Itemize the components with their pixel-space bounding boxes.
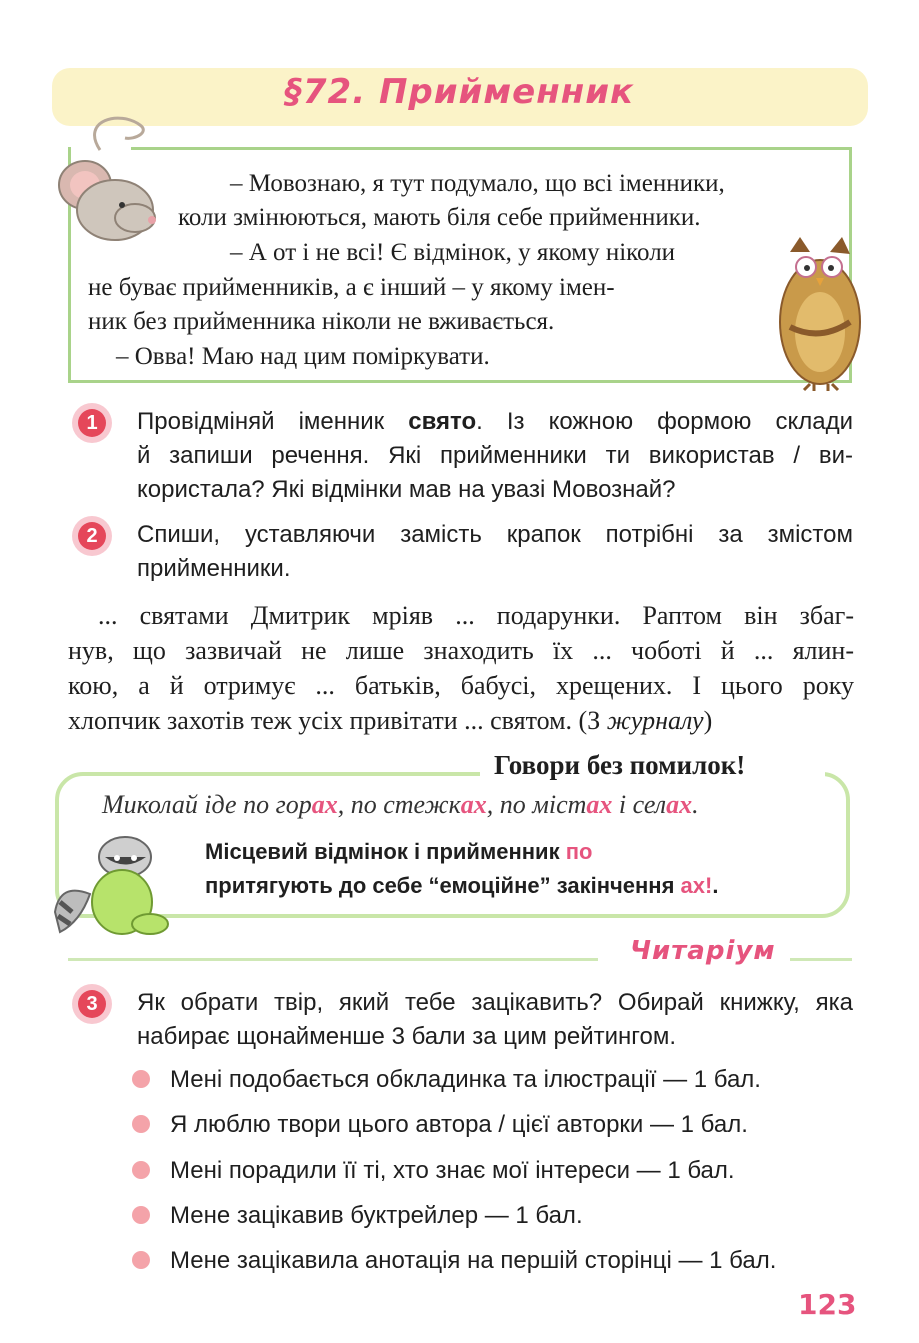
- list-item: Мене зацікавив буктрейлер — 1 бал.: [132, 1202, 583, 1230]
- page-number: 123: [798, 1288, 857, 1321]
- task1-line-1: Провідміняй іменник свято. Із кожною формою склади: [137, 408, 854, 435]
- section-divider: [790, 958, 852, 961]
- dialog-line-6: – Овва! Маю над цим поміркувати.: [116, 343, 490, 370]
- bullet-icon: [132, 1115, 150, 1133]
- task3-line-2: набирає щонайменше 3 бали за цим рейтингом.: [137, 1023, 677, 1050]
- exercise-line-3: кою, а й отримує ... батьків, бабусі, хрещених. І цього року: [68, 671, 854, 700]
- bullet-icon: [132, 1070, 150, 1088]
- task-number-badge: 1: [72, 403, 112, 443]
- dialog-line-1: – Мовознаю, я тут подумало, що всі іменники,: [230, 170, 725, 197]
- exercise-line-2: нув, що зазвичай не лише знаходить їх ... чоботі й ... ялин-: [68, 636, 854, 665]
- task2-line-2: прийменники.: [137, 555, 291, 582]
- bullet-icon: [132, 1206, 150, 1224]
- dialog-line-2: коли змінюються, мають біля себе прийменники.: [178, 204, 701, 231]
- task1-line-2: й запиши речення. Які прийменники ти використав / ви-: [137, 442, 853, 469]
- section-divider: [68, 958, 598, 961]
- raccoon-illustration: [50, 832, 170, 944]
- list-item: Я люблю твори цього автора / цієї авторки — 1 бал.: [132, 1111, 748, 1139]
- dialog-line-3: – А от і не всі! Є відмінок, у якому ніколи: [230, 239, 676, 266]
- rule-note: Місцевий відмінок і прийменник по притягують до себе “емоційне” закінчення ах!.: [205, 839, 719, 898]
- task3-line-1: Як обрати твір, який тебе зацікавить? Обирай книжку, яка: [137, 989, 853, 1016]
- list-item: Мені подобається обкладинка та ілюстрації — 1 бал.: [132, 1066, 761, 1094]
- bullet-icon: [132, 1161, 150, 1179]
- mouse-illustration: [40, 110, 170, 250]
- task1-line-3: користала? Які відмінки мав на увазі Мовознай?: [137, 476, 676, 503]
- list-item: Мене зацікавила анотація на першій сторінці — 1 бал.: [132, 1247, 776, 1275]
- page-title: §72. Прийменник: [284, 72, 635, 112]
- dialog-line-5: ник без прийменника ніколи не вживається.: [88, 308, 555, 335]
- bullet-icon: [132, 1251, 150, 1269]
- task2-line-1: Спиши, уставляючи замість крапок потрібні за змістом: [137, 521, 853, 548]
- exercise-line-1: ... святами Дмитрик мріяв ... подарунки. Раптом він збаг-: [98, 601, 854, 630]
- task1-bold-word: свято: [408, 408, 477, 435]
- list-item: Мені порадили її ті, хто знає мої інтереси — 1 бал.: [132, 1157, 735, 1185]
- owl-illustration: [770, 232, 870, 392]
- task-number-badge: 2: [72, 516, 112, 556]
- section-label: Читаріум: [630, 936, 776, 966]
- rule-box-title: Говори без помилок!: [494, 750, 746, 780]
- rule-example-sentence: Миколай іде по горах, по стежках, по містах і селах.: [102, 790, 699, 819]
- exercise-line-4: хлопчик захотів теж усіх привітати ... святом. (З журналу): [68, 706, 713, 735]
- dialog-line-4: не буває прийменників, а є інший – у якому імен-: [88, 274, 615, 301]
- task-number-badge: 3: [72, 984, 112, 1024]
